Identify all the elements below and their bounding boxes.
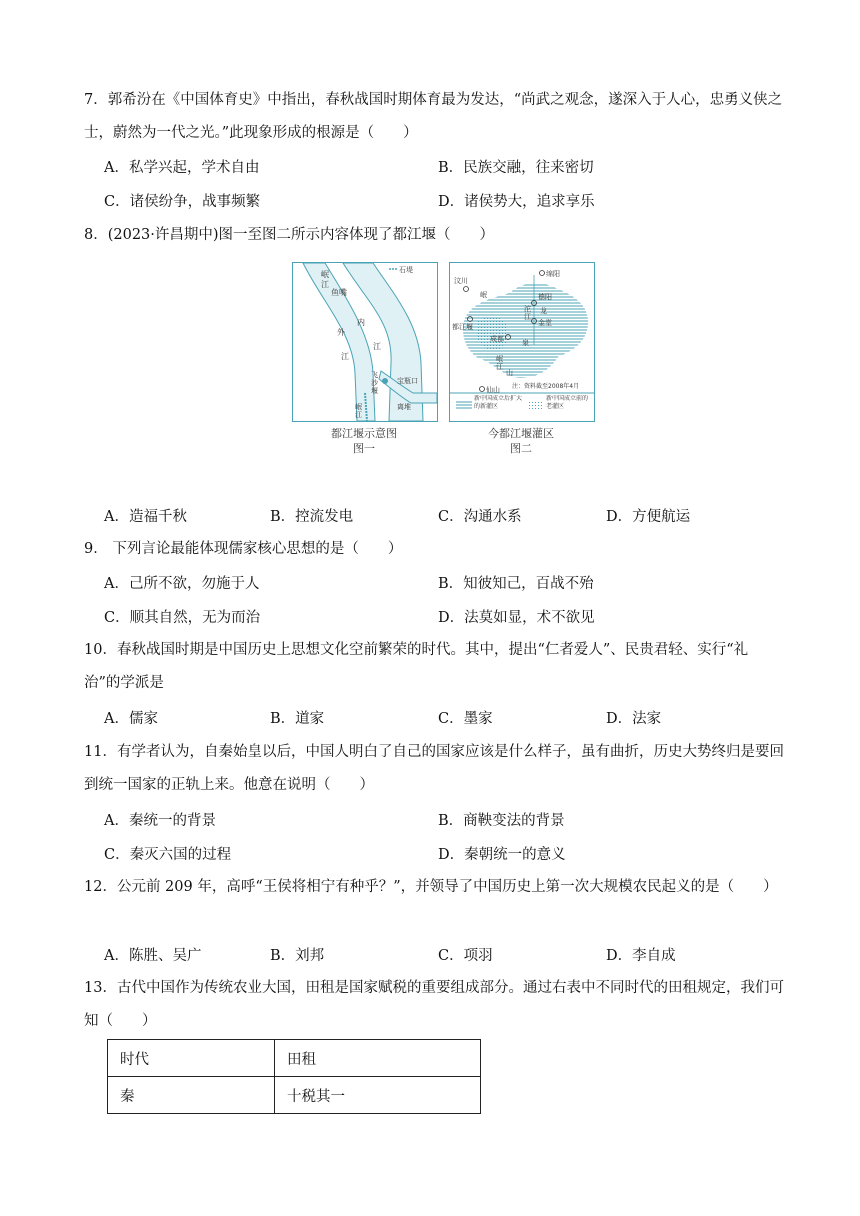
option-a[interactable]: A．秦统一的背景 xyxy=(104,813,216,829)
figure-1-title: 都江堰示意图 xyxy=(331,427,397,440)
option-c[interactable]: C．秦灭六国的过程 xyxy=(104,847,232,863)
question-8: 8．(2023·许昌期中)图一至图二所示内容体现了都江堰（ ） xyxy=(84,227,495,243)
option-c[interactable]: C．项羽 xyxy=(438,948,493,964)
question-10: 10．春秋战国时期是中国历史上思想文化空前繁荣的时代。其中，提出“仁者爱人”、民贵君轻、实行“礼治”的学派是 xyxy=(84,642,749,691)
fig2-label: 江 xyxy=(524,313,531,321)
figure-2-map xyxy=(449,262,595,422)
fig2-label: 沱 xyxy=(524,305,531,313)
figure-2-number: 图二 xyxy=(510,442,532,455)
figure-2-title: 今都江堰灌区 xyxy=(488,427,554,440)
fig1-label: 宝瓶口 xyxy=(397,377,418,385)
fig1-label: 江 xyxy=(321,280,329,289)
option-a[interactable]: A．陈胜、吴广 xyxy=(104,948,202,964)
fig1-label: 江 xyxy=(341,352,349,361)
fig2-city: 仙山 xyxy=(486,386,500,394)
question-13: 13．古代中国作为传统农业大国，田租是国家赋税的重要组成部分。通过右表中不同时代的田租规定，我们可知（ ） xyxy=(84,980,784,1029)
fig2-city: 金堂 xyxy=(538,319,552,327)
option-b[interactable]: B．知彼知己，百战不殆 xyxy=(438,576,594,592)
option-c[interactable]: C．沟通水系 xyxy=(438,509,522,525)
option-a[interactable]: A．造福千秋 xyxy=(104,509,187,525)
fig2-city: 成都 xyxy=(490,335,504,343)
figure-1-map xyxy=(292,262,438,422)
fig1-label: 沙 xyxy=(371,379,378,387)
fig2-label: 岷 xyxy=(496,355,503,363)
question-12: 12．公元前 209 年，高呼“王侯将相宁有种乎？”，并领导了中国历史上第一次大规模农民起义的是（ ） xyxy=(84,879,778,895)
option-a[interactable]: A．己所不欲，勿施于人 xyxy=(104,576,260,592)
fig1-label: 岷 xyxy=(321,270,329,279)
option-a[interactable]: A．儒家 xyxy=(104,711,158,727)
question-7: 7．郭希汾在《中国体育史》中指出，春秋战国时期体育最为发达，“尚武之观念，遂深入于人心，忠勇义侠之士，蔚然为一代之光。”此现象形成的根源是（ ） xyxy=(84,92,783,141)
fig1-label: 内 xyxy=(357,318,365,327)
fig2-city: 绵阳 xyxy=(546,270,560,278)
fig2-label: 泉 xyxy=(522,339,529,347)
option-d[interactable]: D．诸侯势大，追求享乐 xyxy=(438,194,595,210)
fig1-label: 堰 xyxy=(371,387,378,395)
fig2-label: 山 xyxy=(506,369,513,377)
table-header-cell: 时代 xyxy=(108,1040,275,1077)
table-header-cell: 田租 xyxy=(275,1040,481,1077)
fig1-label: 外 xyxy=(337,328,345,337)
option-d[interactable]: D．法莫如显，术不欲见 xyxy=(438,610,595,626)
fig2-note: 注：资料截至2008年4月 xyxy=(512,383,580,390)
table-header-row xyxy=(108,1040,481,1077)
option-d[interactable]: D．方便航运 xyxy=(606,509,691,525)
fig1-legend: 石堤 xyxy=(399,266,413,274)
fig2-legend-old: 新中国成立前的老灌区 xyxy=(546,395,589,410)
fig2-label: 龙 xyxy=(540,307,547,315)
question-9: 9． 下列言论最能体现儒家核心思想的是（ ） xyxy=(84,541,403,557)
option-c[interactable]: C．墨家 xyxy=(438,711,493,727)
figure-1-number: 图一 xyxy=(353,442,375,455)
option-b[interactable]: B．道家 xyxy=(270,711,325,727)
option-d[interactable]: D．李自成 xyxy=(606,948,676,964)
tianzu-table xyxy=(107,1039,481,1114)
table-cell: 十税其一 xyxy=(275,1077,481,1114)
fig1-label: 鱼嘴 xyxy=(331,288,347,297)
option-d[interactable]: D．秦朝统一的意义 xyxy=(438,847,566,863)
figure-1-caption xyxy=(292,426,436,456)
option-a[interactable]: A．私学兴起，学术自由 xyxy=(104,160,260,176)
option-c[interactable]: C．诸侯纷争，战事频繁 xyxy=(104,194,261,210)
fig2-label: 岷 xyxy=(480,291,487,299)
dujiangyan-figures xyxy=(292,262,602,484)
fig1-label: 江 xyxy=(355,411,362,419)
option-b[interactable]: B．商鞅变法的背景 xyxy=(438,813,565,829)
fig2-city: 都江堰 xyxy=(452,323,473,331)
figure-2-caption xyxy=(449,426,593,456)
fig2-city: 汶川 xyxy=(454,277,468,285)
fig1-label: 岷 xyxy=(355,403,362,411)
table-cell: 秦 xyxy=(108,1077,275,1114)
fig2-city: 德阳 xyxy=(538,293,552,301)
option-b[interactable]: B．民族交融，往来密切 xyxy=(438,160,594,176)
option-b[interactable]: B．控流发电 xyxy=(270,509,354,525)
fig1-label: 离堆 xyxy=(397,403,411,411)
table-row xyxy=(108,1077,481,1114)
option-c[interactable]: C．顺其自然，无为而治 xyxy=(104,610,261,626)
fig2-legend-new: 新中国成立后扩大的新灌区 xyxy=(474,395,523,410)
option-d[interactable]: D．法家 xyxy=(606,711,662,727)
option-b[interactable]: B．刘邦 xyxy=(270,948,325,964)
fig1-label: 江 xyxy=(373,342,381,351)
fig1-label: 飞 xyxy=(371,371,378,379)
question-11: 11．有学者认为，自秦始皇以后，中国人明白了自己的国家应该是什么样子，虽有曲折，历史大势终归是要回到统一国家的正轨上来。他意在说明（ ） xyxy=(84,744,784,793)
fig2-label: 江 xyxy=(496,363,503,371)
